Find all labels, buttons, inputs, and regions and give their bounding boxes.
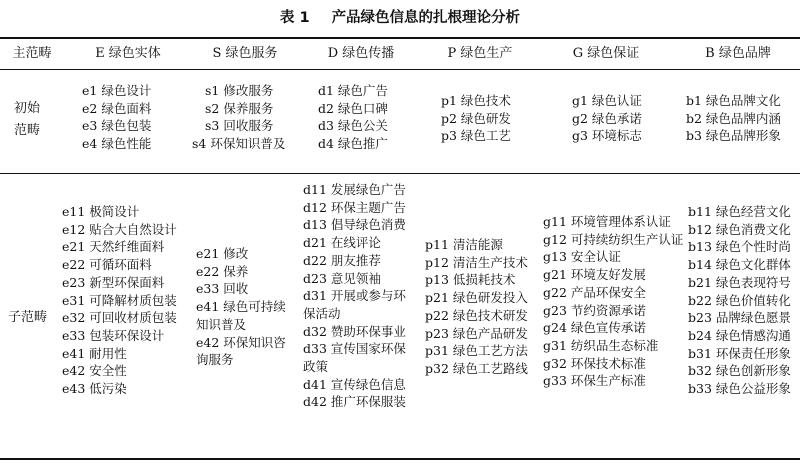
list-item: e3 绿色包装 [82,118,152,133]
list-item: e2 绿色面料 [82,100,152,116]
header-green-brand: B 绿色品牌 [705,46,771,61]
list-item: e4 绿色性能 [82,135,152,151]
list-item: e21 天然纤维面料 [62,239,165,255]
list-item: 询服务 [196,352,234,368]
list-item: e22 保养 [196,263,249,279]
list-item: p23 绿色产品研发 [425,325,528,341]
table-caption [0,8,800,28]
list-item: b12 绿色消费文化 [688,221,791,237]
row-label-initial: 初始 范畴 [14,101,41,138]
list-item: g11 环境管理体系认证 [543,214,671,229]
list-item: b3 绿色品牌形象 [686,128,781,143]
list-item: g23 节约资源承诺 [543,302,646,318]
list-item: d2 绿色口碑 [318,100,388,116]
initial-col-service [192,82,285,152]
sub-col-guarantee [543,213,683,390]
header-rule [0,69,800,70]
list-item: e32 可回收材质包装 [62,310,177,326]
list-item: b13 绿色个性时尚 [688,239,791,255]
header-green-entity: E 绿色实体 [95,46,161,61]
bottom-rule [0,458,800,460]
header-green-production: P 绿色生产 [447,46,513,61]
list-item: d12 环保主题广告 [303,199,406,215]
list-item: d4 绿色推广 [318,135,388,151]
list-item: d13 倡导绿色消费 [303,217,406,233]
header-green-service: S 绿色服务 [212,46,278,61]
list-item: p11 清洁能源 [425,237,503,252]
table-title: 产品绿色信息的扎根理论分析 [331,10,521,26]
list-item: g3 环境标志 [572,128,642,143]
list-item: d42 推广环保服装 [303,394,406,410]
table-number: 表 1 [279,10,310,26]
list-item: p12 清洁生产技术 [425,254,528,270]
list-item: d21 在线评论 [303,235,381,251]
list-item: e33 包装环保设计 [62,327,165,343]
list-item: e22 可循环面料 [62,257,152,273]
list-item: p2 绿色研发 [441,110,511,126]
list-item: s3 回收服务 [205,118,274,133]
list-item: e23 新型环保面料 [62,274,165,290]
list-item: g31 纺织品生态标准 [543,337,659,353]
list-item: b33 绿色公益形象 [688,381,791,397]
list-item: p31 绿色工艺方法 [425,343,528,359]
list-item: e1 绿色设计 [82,83,152,98]
list-item: d41 宣传绿色信息 [303,376,406,392]
sub-col-production [425,236,528,378]
list-item: e21 修改 [196,246,249,261]
list-item: d31 开展或参与环 [303,288,406,304]
list-item: d23 意见领袖 [303,270,381,286]
row-label-sub: 子范畴 [8,310,48,325]
list-item: b31 环保责任形象 [688,345,791,361]
list-item: d32 赞助环保事业 [303,323,406,339]
list-item: s2 保养服务 [205,100,274,116]
list-item: g21 环境友好发展 [543,267,646,283]
list-item: b23 品牌绿色愿景 [688,310,791,326]
list-item: b24 绿色情感沟通 [688,327,791,343]
header-green-guarantee: G 绿色保证 [572,46,640,61]
list-item: d1 绿色广告 [318,83,388,98]
sub-col-brand [688,203,791,398]
list-item: p22 绿色技术研发 [425,307,528,323]
list-item: p1 绿色技术 [441,93,511,108]
list-item: e41 耐用性 [62,345,127,361]
list-item: b21 绿色表现符号 [688,274,791,290]
list-item: e33 回收 [196,281,249,297]
list-item: b1 绿色品牌文化 [686,93,781,108]
list-item: 知识普及 [196,316,247,332]
list-item: e42 环保知识咨 [196,334,286,350]
initial-col-brand [686,92,781,145]
list-item: p21 绿色研发投入 [425,290,528,306]
list-item: g13 安全认证 [543,249,621,265]
list-item: g33 环保生产标准 [543,373,646,389]
list-item: g32 环保技术标准 [543,355,646,371]
list-item: b14 绿色文化群体 [688,257,791,273]
list-item: g22 产品环保安全 [543,284,646,300]
list-item: g24 绿色宣传承诺 [543,320,646,336]
list-item: e43 低污染 [62,381,127,397]
list-item: e42 安全性 [62,363,127,379]
sub-col-entity [62,203,177,398]
initial-col-entity [82,82,151,152]
sub-col-service [196,245,286,369]
initial-col-communication [318,82,388,152]
initial-col-production [441,92,511,145]
row-divider [0,173,800,174]
list-item: d33 宣传国家环保 [303,341,406,357]
list-item: g2 绿色承诺 [572,110,642,126]
initial-col-guarantee [572,92,642,145]
list-item: d22 朋友推荐 [303,252,381,268]
list-item: b32 绿色创新形象 [688,363,791,379]
list-item: 政策 [303,359,329,375]
list-item: b2 绿色品牌内涵 [686,110,781,126]
list-item: s4 环保知识普及 [192,135,286,151]
list-item: e41 绿色可持续 [196,299,286,315]
list-item: s1 修改服务 [205,83,274,98]
list-item: p32 绿色工艺路线 [425,360,528,376]
list-item: g1 绿色认证 [572,93,642,108]
top-rule [0,37,800,39]
header-main-category: 主范畴 [12,46,52,61]
list-item: g12 可持续纺织生产认证 [543,231,684,247]
list-item: 保活动 [303,305,341,321]
list-item: d11 发展绿色广告 [303,182,406,197]
list-item: e31 可降解材质包装 [62,292,177,308]
header-green-communication: D 绿色传播 [327,46,395,61]
list-item: p3 绿色工艺 [441,128,511,143]
list-item: p13 低损耗技术 [425,272,516,288]
sub-col-communication [303,181,406,411]
list-item: e11 极简设计 [62,204,140,219]
list-item: b22 绿色价值转化 [688,292,791,308]
list-item: b11 绿色经营文化 [688,204,791,219]
list-item: d3 绿色公关 [318,118,388,133]
list-item: e12 贴合大自然设计 [62,221,177,237]
